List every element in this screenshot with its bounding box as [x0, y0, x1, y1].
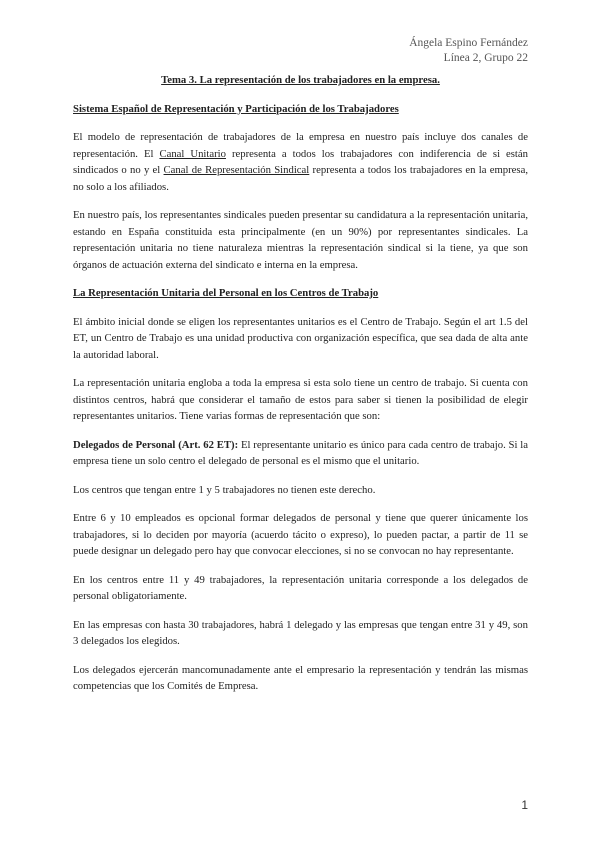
delegados-term: Delegados de Personal (Art. 62 ET):: [73, 438, 239, 451]
paragraph-delegados: [73, 437, 528, 470]
paragraph-30: En las empresas con hasta 30 trabajadores, habrá 1 delegado y las empresas que tengan entre 31 y 49, son 3 delegados los elegidos.: [73, 618, 528, 647]
group-label: Línea 2, Grupo 22: [443, 52, 528, 64]
section-heading-sistema: Sistema Español de Representación y Participación de los Trabajadores: [73, 102, 399, 115]
paragraph-ambito: El ámbito inicial donde se eligen los representantes unitarios es el Centro de Trabajo. Según el art 1.5 del ET, un Centro de Trabajo es una unidad productiva con organización específica, que sea dada de alta ante la autoridad laboral.: [73, 315, 528, 361]
page-number: 1: [521, 798, 528, 812]
canal-sindical-term: Canal de Representación Sindical: [163, 164, 310, 176]
paragraph-6-10: Entre 6 y 10 empleados es opcional formar delegados de personal y tiene que querer únicamente los trabajadores, si lo deciden por mayoría (acuerdo tácito o expreso), lo pueden pactar, a partir de 11 se puede designar un delegado pero hay que convocar elecciones, si no se convocan no hay representante.: [73, 512, 528, 557]
document-title: Tema 3. La representación de los trabajadores en la empresa.: [161, 74, 440, 86]
paragraph-mancomunadamente: Los delegados ejercerán mancomunadamente ante el empresario la representación y tendrán las mismas competencias que los Comités de Empresa.: [73, 663, 528, 692]
paragraph-canales: [73, 129, 528, 195]
paragraph-11-49: En los centros entre 11 y 49 trabajadores, la representación unitaria corresponde a los delegados de personal obligatoriamente.: [73, 573, 528, 602]
paragraph-1-5: Los centros que tengan entre 1 y 5 trabajadores no tienen este derecho.: [73, 483, 376, 496]
canal-unitario-term: Canal Unitario: [159, 147, 226, 160]
paragraph-representantes: En nuestro país, los representantes sindicales pueden presentar su candidatura a la representación unitaria, estando en España constituida esta principalmente (en un 90%) por representantes sindicales. La representación unitaria no tiene naturaleza mientras la representación sindical si la tiene, ya que son órganos de actuación externa del sindicato e interna en la empresa.: [73, 209, 528, 271]
text-fragment: representa a todos los trabajadores en la empresa, no solo a los afiliados.: [73, 164, 528, 193]
text-fragment: El representante unitario es único para cada centro de trabajo. Si la empresa tiene un solo centro el delegado de personal es el mismo que el unitario.: [73, 438, 528, 467]
text-fragment: El modelo de representación de trabajadores de la empresa en nuestro país incluye dos canales de representación. El: [73, 131, 528, 160]
document-body: [73, 72, 528, 707]
text-fragment: representa a todos los trabajadores con indiferencia de si están sindicados o no y el: [73, 147, 528, 176]
section-heading-representacion-unitaria: La Representación Unitaria del Personal en los Centros de Trabajo: [73, 287, 379, 299]
author-name: Ángela Espino Fernández: [409, 37, 528, 49]
paragraph-engloba: La representación unitaria engloba a toda la empresa si esta solo tiene un centro de trabajo. Si cuenta con distintos centros, habrá que considerar el tamaño de estos para saber si tienen la posibilidad de elegir representantes unitarios. Tiene varias formas de representación que son:: [73, 377, 528, 422]
page-header: [409, 36, 528, 66]
